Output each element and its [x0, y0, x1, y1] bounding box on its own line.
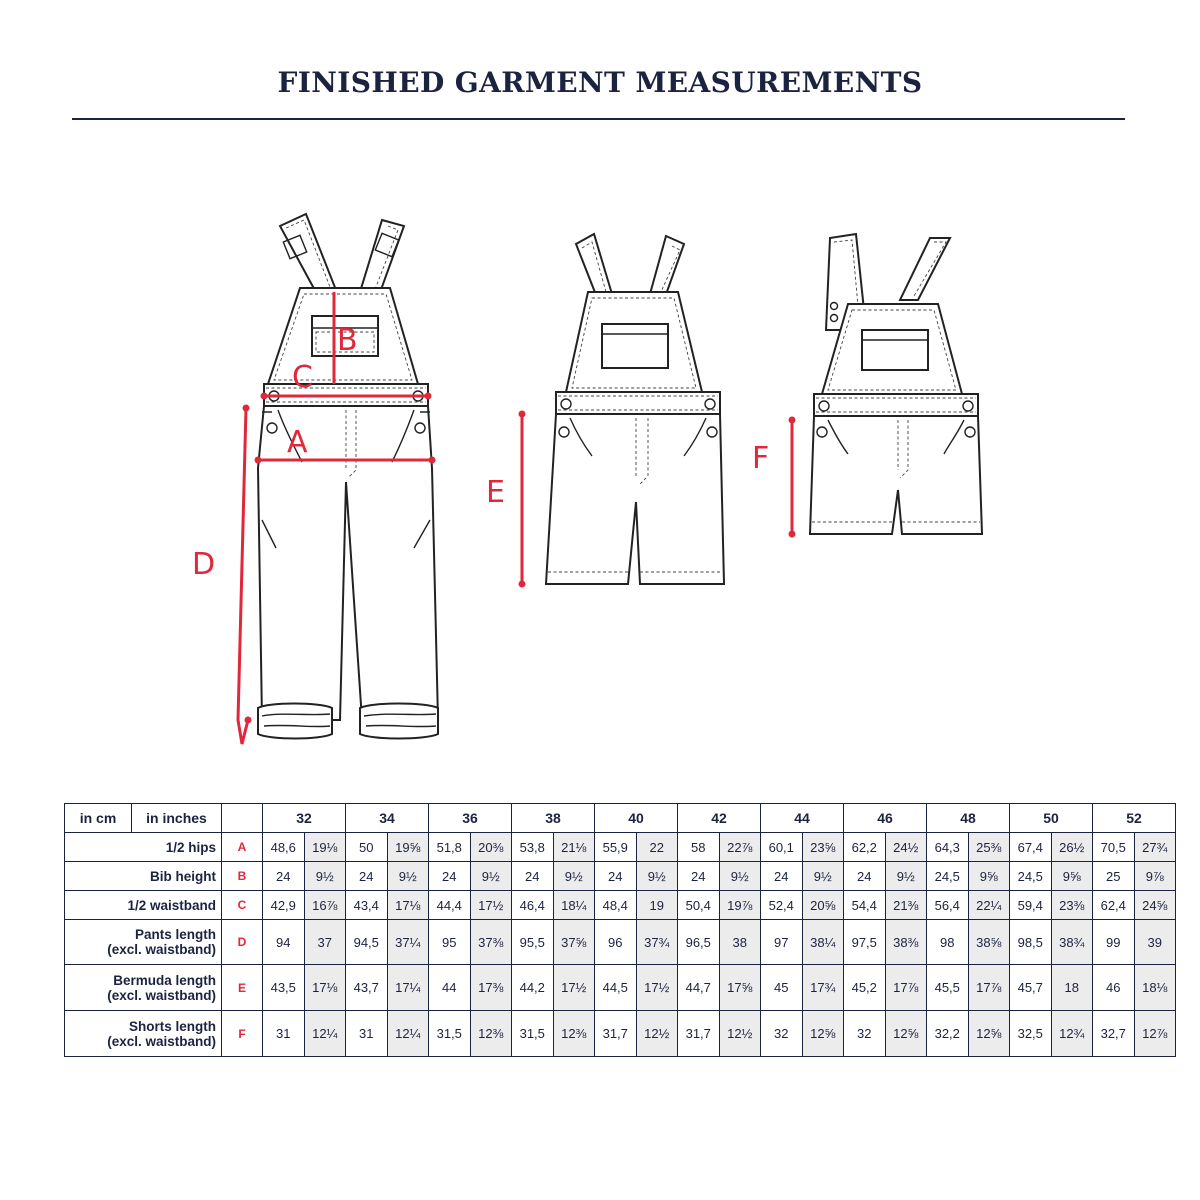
value-inch-cell: 37¼	[387, 920, 429, 965]
value-cm-cell: 24,5	[1010, 862, 1052, 891]
value-cm-cell: 31,5	[512, 1011, 554, 1057]
value-cm-cell: 31,7	[678, 1011, 720, 1057]
value-cm-cell: 24	[844, 862, 886, 891]
value-inch-cell: 12¼	[304, 1011, 346, 1057]
value-cm-cell: 42,9	[263, 891, 305, 920]
value-cm-cell: 44	[429, 965, 471, 1011]
value-cm-cell: 97,5	[844, 920, 886, 965]
table-row	[65, 965, 1176, 1011]
value-cm-cell: 58	[678, 833, 720, 862]
value-inch-cell: 17⅛	[304, 965, 346, 1011]
value-inch-cell: 17⅛	[387, 891, 429, 920]
row-label	[65, 920, 222, 965]
value-inch-cell: 12⅜	[470, 1011, 512, 1057]
value-inch-cell: 12¼	[387, 1011, 429, 1057]
size-header: 36	[429, 804, 512, 833]
value-cm-cell: 45,2	[844, 965, 886, 1011]
value-inch-cell: 16⅞	[304, 891, 346, 920]
value-cm-cell: 64,3	[927, 833, 969, 862]
table-row	[65, 862, 1176, 891]
table-header-row	[65, 804, 1176, 833]
value-inch-cell: 38¼	[802, 920, 844, 965]
row-letter: C	[222, 891, 263, 920]
value-inch-cell: 21⅛	[553, 833, 595, 862]
value-inch-cell: 12⅜	[553, 1011, 595, 1057]
value-inch-cell: 39	[1134, 920, 1176, 965]
value-cm-cell: 43,4	[346, 891, 388, 920]
value-cm-cell: 44,2	[512, 965, 554, 1011]
value-cm-cell: 31,5	[429, 1011, 471, 1057]
value-cm-cell: 44,5	[595, 965, 637, 1011]
value-inch-cell: 17¾	[802, 965, 844, 1011]
value-inch-cell: 9½	[553, 862, 595, 891]
value-inch-cell: 12⅝	[968, 1011, 1010, 1057]
value-inch-cell: 17½	[636, 965, 678, 1011]
value-cm-cell: 31	[263, 1011, 305, 1057]
value-inch-cell: 22⅞	[719, 833, 761, 862]
page-title: FINISHED GARMENT MEASUREMENTS	[277, 66, 923, 99]
row-letter: A	[222, 833, 263, 862]
value-inch-cell: 24½	[885, 833, 927, 862]
value-inch-cell: 27¾	[1134, 833, 1176, 862]
row-label-text: Bib height	[150, 868, 216, 884]
row-label	[65, 965, 222, 1011]
value-inch-cell: 12¾	[1051, 1011, 1093, 1057]
value-inch-cell: 37⅜	[470, 920, 512, 965]
row-label-text: 1/2 hips	[165, 839, 216, 855]
value-cm-cell: 50	[346, 833, 388, 862]
value-cm-cell: 44,4	[429, 891, 471, 920]
value-cm-cell: 24,5	[927, 862, 969, 891]
value-cm-cell: 99	[1093, 920, 1135, 965]
value-cm-cell: 67,4	[1010, 833, 1052, 862]
value-cm-cell: 46	[1093, 965, 1135, 1011]
value-inch-cell: 38⅝	[968, 920, 1010, 965]
row-label	[65, 862, 222, 891]
value-inch-cell: 38⅜	[885, 920, 927, 965]
label-E: E	[486, 475, 505, 510]
value-inch-cell: 37¾	[636, 920, 678, 965]
title-divider	[72, 118, 1125, 120]
value-cm-cell: 97	[761, 920, 803, 965]
value-cm-cell: 24	[678, 862, 720, 891]
value-cm-cell: 44,7	[678, 965, 720, 1011]
row-label	[65, 1011, 222, 1057]
value-cm-cell: 25	[1093, 862, 1135, 891]
value-inch-cell: 20⅜	[470, 833, 512, 862]
size-header: 42	[678, 804, 761, 833]
value-inch-cell: 9½	[304, 862, 346, 891]
table-row	[65, 1011, 1176, 1057]
value-inch-cell: 17⅞	[968, 965, 1010, 1011]
table-row	[65, 833, 1176, 862]
size-header: 52	[1093, 804, 1176, 833]
value-cm-cell: 98	[927, 920, 969, 965]
value-inch-cell: 9⅞	[1134, 862, 1176, 891]
overalls-pants-drawing	[258, 214, 438, 739]
value-inch-cell: 25⅜	[968, 833, 1010, 862]
letter-column-header	[222, 804, 263, 833]
value-cm-cell: 51,8	[429, 833, 471, 862]
value-cm-cell: 52,4	[761, 891, 803, 920]
value-inch-cell: 20⅝	[802, 891, 844, 920]
label-F: F	[752, 441, 770, 476]
value-inch-cell: 23⅝	[802, 833, 844, 862]
value-inch-cell: 9⅝	[968, 862, 1010, 891]
value-cm-cell: 94,5	[346, 920, 388, 965]
value-cm-cell: 60,1	[761, 833, 803, 862]
value-cm-cell: 24	[512, 862, 554, 891]
value-cm-cell: 32	[761, 1011, 803, 1057]
unit-inches-header: in inches	[132, 804, 222, 833]
row-letter: F	[222, 1011, 263, 1057]
value-inch-cell: 22¼	[968, 891, 1010, 920]
size-header: 48	[927, 804, 1010, 833]
value-inch-cell: 21⅜	[885, 891, 927, 920]
value-inch-cell: 12⅞	[1134, 1011, 1176, 1057]
value-cm-cell: 62,4	[1093, 891, 1135, 920]
value-inch-cell: 9½	[387, 862, 429, 891]
table-row	[65, 920, 1176, 965]
row-letter: E	[222, 965, 263, 1011]
value-inch-cell: 17⅝	[719, 965, 761, 1011]
value-inch-cell: 18¼	[553, 891, 595, 920]
value-inch-cell: 12⅝	[885, 1011, 927, 1057]
label-D: D	[192, 547, 216, 582]
row-label-text: Shorts length	[129, 1018, 216, 1034]
value-inch-cell: 17⅞	[885, 965, 927, 1011]
value-inch-cell: 19⅛	[304, 833, 346, 862]
size-header: 40	[595, 804, 678, 833]
value-cm-cell: 70,5	[1093, 833, 1135, 862]
value-inch-cell: 38	[719, 920, 761, 965]
value-cm-cell: 54,4	[844, 891, 886, 920]
value-cm-cell: 96	[595, 920, 637, 965]
value-cm-cell: 48,4	[595, 891, 637, 920]
unit-cm-header: in cm	[65, 804, 132, 833]
measurement-table	[64, 803, 1176, 1057]
value-inch-cell: 17½	[553, 965, 595, 1011]
value-cm-cell: 43,5	[263, 965, 305, 1011]
row-label-text: Bermuda length	[113, 972, 216, 988]
value-cm-cell: 43,7	[346, 965, 388, 1011]
value-cm-cell: 95,5	[512, 920, 554, 965]
label-C: C	[292, 360, 313, 395]
size-header: 32	[263, 804, 346, 833]
row-label-subtext: (excl. waistband)	[107, 942, 216, 957]
value-cm-cell: 31	[346, 1011, 388, 1057]
value-cm-cell: 94	[263, 920, 305, 965]
value-inch-cell: 26½	[1051, 833, 1093, 862]
value-cm-cell: 95	[429, 920, 471, 965]
table-row	[65, 891, 1176, 920]
value-cm-cell: 31,7	[595, 1011, 637, 1057]
value-cm-cell: 62,2	[844, 833, 886, 862]
row-label	[65, 833, 222, 862]
value-cm-cell: 46,4	[512, 891, 554, 920]
value-cm-cell: 48,6	[263, 833, 305, 862]
value-inch-cell: 37	[304, 920, 346, 965]
value-inch-cell: 9½	[470, 862, 512, 891]
value-cm-cell: 45	[761, 965, 803, 1011]
row-label-text: 1/2 waistband	[127, 897, 216, 913]
size-header: 38	[512, 804, 595, 833]
value-inch-cell: 17⅜	[470, 965, 512, 1011]
label-B: B	[337, 323, 358, 358]
size-header: 44	[761, 804, 844, 833]
value-cm-cell: 24	[346, 862, 388, 891]
row-letter: B	[222, 862, 263, 891]
value-inch-cell: 37⅝	[553, 920, 595, 965]
value-inch-cell: 24⅝	[1134, 891, 1176, 920]
value-inch-cell: 12½	[636, 1011, 678, 1057]
value-inch-cell: 18	[1051, 965, 1093, 1011]
value-inch-cell: 9½	[719, 862, 761, 891]
value-inch-cell: 9½	[802, 862, 844, 891]
value-cm-cell: 24	[263, 862, 305, 891]
value-cm-cell: 24	[761, 862, 803, 891]
value-inch-cell: 19⅝	[387, 833, 429, 862]
row-letter: D	[222, 920, 263, 965]
value-inch-cell: 12⅝	[802, 1011, 844, 1057]
value-inch-cell: 12½	[719, 1011, 761, 1057]
value-inch-cell: 22	[636, 833, 678, 862]
value-cm-cell: 32,7	[1093, 1011, 1135, 1057]
row-label-subtext: (excl. waistband)	[107, 987, 216, 1003]
value-cm-cell: 24	[595, 862, 637, 891]
value-inch-cell: 19	[636, 891, 678, 920]
value-cm-cell: 45,5	[927, 965, 969, 1011]
value-inch-cell: 9⅝	[1051, 862, 1093, 891]
overalls-bermuda-drawing	[546, 234, 724, 584]
row-label-subtext: (excl. waistband)	[107, 1033, 216, 1049]
row-label	[65, 891, 222, 920]
value-cm-cell: 56,4	[927, 891, 969, 920]
overalls-shorts-drawing	[810, 234, 982, 534]
value-inch-cell: 17½	[470, 891, 512, 920]
value-cm-cell: 50,4	[678, 891, 720, 920]
value-cm-cell: 98,5	[1010, 920, 1052, 965]
value-inch-cell: 23⅜	[1051, 891, 1093, 920]
garment-diagrams	[0, 150, 1200, 760]
label-A: A	[287, 425, 308, 460]
value-inch-cell: 17¼	[387, 965, 429, 1011]
value-inch-cell: 9½	[636, 862, 678, 891]
value-cm-cell: 59,4	[1010, 891, 1052, 920]
value-cm-cell: 55,9	[595, 833, 637, 862]
value-cm-cell: 45,7	[1010, 965, 1052, 1011]
value-inch-cell: 18⅛	[1134, 965, 1176, 1011]
row-label-text: Pants length	[134, 927, 216, 942]
value-inch-cell: 38¾	[1051, 920, 1093, 965]
value-inch-cell: 9½	[885, 862, 927, 891]
value-inch-cell: 19⅞	[719, 891, 761, 920]
size-header: 50	[1010, 804, 1093, 833]
value-cm-cell: 32	[844, 1011, 886, 1057]
size-header: 46	[844, 804, 927, 833]
value-cm-cell: 53,8	[512, 833, 554, 862]
size-header: 34	[346, 804, 429, 833]
value-cm-cell: 32,5	[1010, 1011, 1052, 1057]
value-cm-cell: 32,2	[927, 1011, 969, 1057]
value-cm-cell: 24	[429, 862, 471, 891]
value-cm-cell: 96,5	[678, 920, 720, 965]
